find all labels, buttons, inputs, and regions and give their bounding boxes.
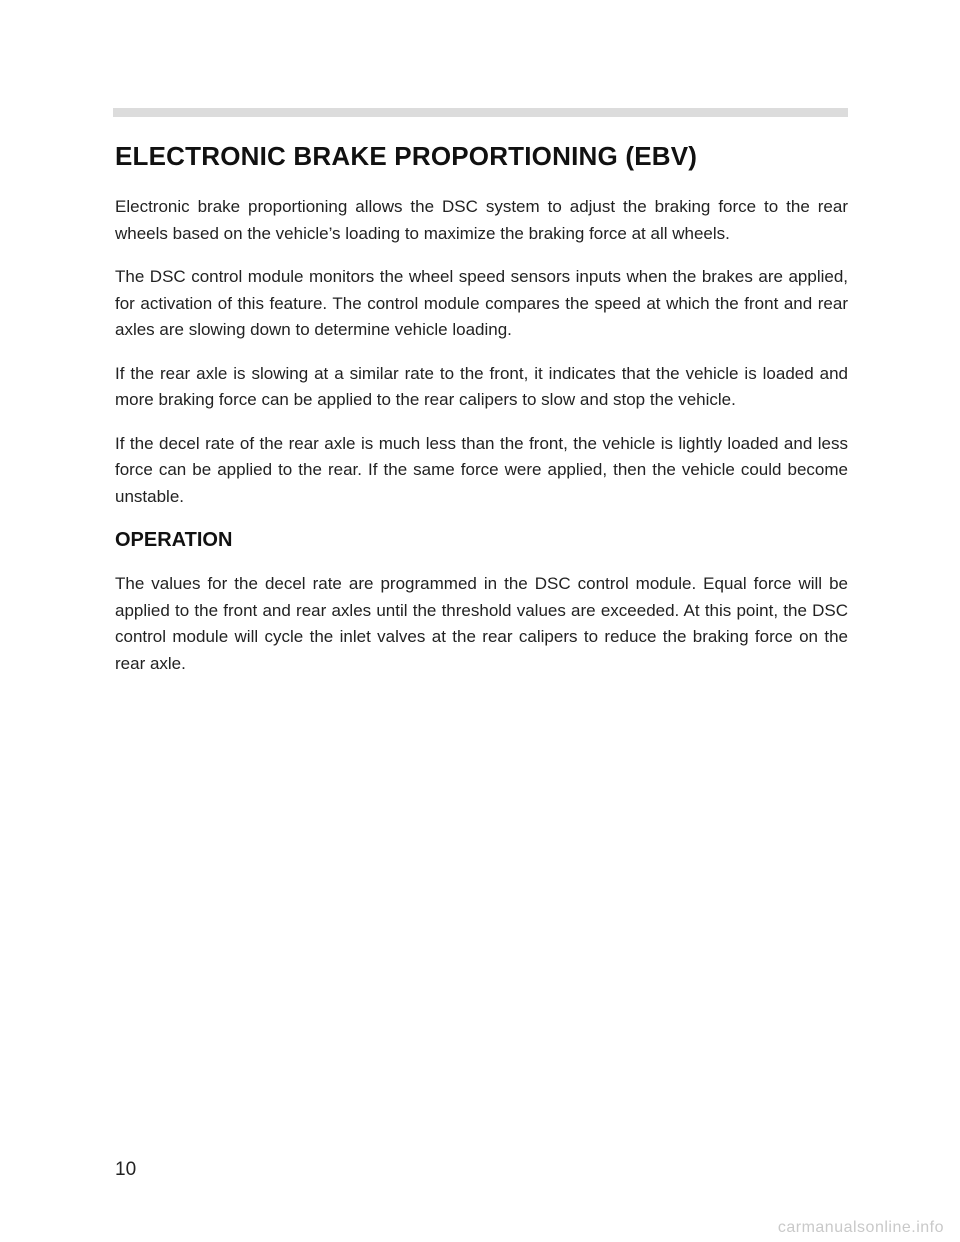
intro-paragraph-3: If the rear axle is slowing at a similar rate to the front, it indicates that the vehicle is loaded and more braking force can be applied to the rear calipers to slow and stop the vehicle. [115,363,848,409]
intro-paragraph-4: If the decel rate of the rear axle is much less than the front, the vehicle is lightly loaded and less force can be applied to the rear. If the same force were applied, then the vehicle could become unstable. [115,433,848,506]
watermark-text: carmanualsonline.info [777,1219,944,1236]
header-rule [113,108,848,117]
page-number: 10 [115,1159,137,1180]
page-title: ELECTRONIC BRAKE PROPORTIONING (EBV) [115,141,698,171]
page-content [115,140,848,694]
operation-paragraph: The values for the decel rate are programmed in the DSC control module. Equal force will be applied to the front and rear axles until the threshold values are exceeded. At this point, the DSC control module will cycle the inlet valves at the rear calipers to reduce the braking force on the rear axle. [115,574,848,673]
operation-heading: OPERATION [115,529,233,551]
intro-paragraph-1: Electronic brake proportioning allows the DSC system to adjust the braking force to the rear wheels based on the vehicle’s loading to maximize the braking force at all wheels. [115,197,848,243]
intro-paragraph-2: The DSC control module monitors the wheel speed sensors inputs when the brakes are applied, for activation of this feature. The control module compares the speed at which the front and rear axles are slowing down to determine vehicle loading. [115,267,848,339]
